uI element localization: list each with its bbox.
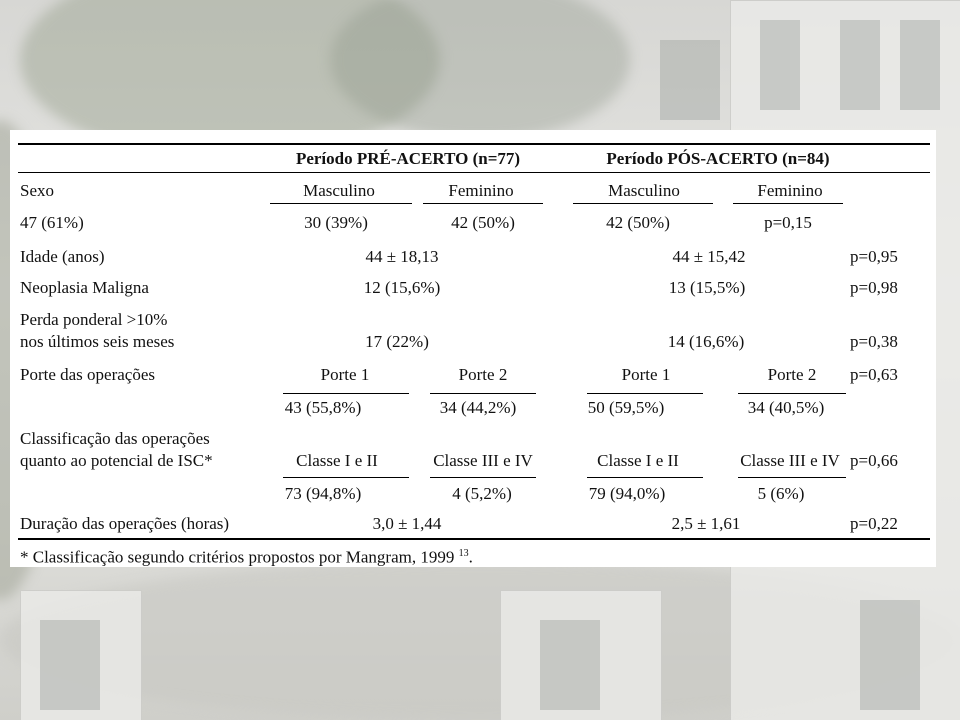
cell-sexo-2: 30 (39%) [304, 213, 368, 232]
cell-sexo-3: 42 (50%) [451, 213, 515, 232]
cell-classif-v2: 4 (5,2%) [452, 484, 512, 503]
row-label-sexo: Sexo [20, 181, 54, 200]
cell-idade-pos: 44 ± 15,42 [672, 247, 746, 266]
row-label-duracao: Duração das operações (horas) [20, 514, 230, 533]
col-porte-2: Porte 2 [458, 365, 508, 384]
col-pre-masc: Masculino [303, 181, 375, 200]
row-label-classif-2: quanto ao potencial de ISC* [20, 451, 213, 470]
cell-idade-p: p=0,95 [850, 247, 898, 266]
cell-sexo-5: p=0,15 [764, 213, 812, 232]
cell-perda-p: p=0,38 [850, 332, 898, 351]
col-porte-3: Porte 1 [621, 365, 671, 384]
cell-idade-pre: 44 ± 18,13 [365, 247, 439, 266]
row-label-idade: Idade (anos) [20, 247, 105, 266]
col-classif-1: Classe I e II [296, 451, 378, 470]
cell-sexo-1: 47 (61%) [20, 213, 84, 232]
cell-duracao-pos: 2,5 ± 1,61 [671, 514, 741, 533]
cell-porte-v1: 43 (55,8%) [284, 398, 362, 417]
footnote: * Classificação segundo critérios propostos por Mangram, 1999 $^{13}$. [20, 547, 473, 567]
col-pos-masc: Masculino [608, 181, 680, 200]
cell-classif-v1: 73 (94,8%) [284, 484, 362, 503]
header-pos: Período PÓS-ACERTO (n=84) [606, 149, 830, 168]
row-label-porte: Porte das operações [20, 365, 156, 384]
cell-sexo-4: 42 (50%) [606, 213, 670, 232]
col-classif-3: Classe I e II [597, 451, 679, 470]
cell-perda-pos: 14 (16,6%) [667, 332, 745, 351]
col-porte-1: Porte 1 [320, 365, 370, 384]
footnote-ref: 13 [458, 548, 469, 559]
col-pos-fem: Feminino [757, 181, 823, 200]
row-label-perda-2: nos últimos seis meses [20, 332, 175, 351]
col-pre-fem: Feminino [448, 181, 514, 200]
col-classif-4: Classe III e IV [740, 451, 840, 470]
footnote-text: * Classificação segundo critérios propostos por Mangram, 1999 [20, 547, 455, 567]
cell-duracao-pre: 3,0 ± 1,44 [372, 514, 442, 533]
col-porte-4: Porte 2 [767, 365, 817, 384]
row-label-classif-1: Classificação das operações [20, 429, 210, 448]
data-table [10, 130, 936, 567]
cell-perda-pre: 17 (22%) [365, 332, 429, 351]
cell-classif-p: p=0,66 [850, 451, 898, 470]
cell-porte-p: p=0,63 [850, 365, 898, 384]
cell-classif-v4: 5 (6%) [757, 484, 805, 503]
header-pre: Período PRÉ-ACERTO (n=77) [295, 149, 521, 168]
cell-duracao-p: p=0,22 [850, 514, 898, 533]
row-label-perda-1: Perda ponderal >10% [20, 310, 168, 329]
cell-porte-v4: 34 (40,5%) [747, 398, 825, 417]
cell-porte-v3: 50 (59,5%) [587, 398, 665, 417]
cell-neoplasia-p: p=0,98 [850, 278, 898, 297]
row-label-neoplasia: Neoplasia Maligna [20, 278, 149, 297]
cell-neoplasia-pos: 13 (15,5%) [668, 278, 746, 297]
cell-porte-v2: 34 (44,2%) [439, 398, 517, 417]
cell-neoplasia-pre: 12 (15,6%) [363, 278, 441, 297]
cell-classif-v3: 79 (94,0%) [588, 484, 666, 503]
col-classif-2: Classe III e IV [433, 451, 533, 470]
